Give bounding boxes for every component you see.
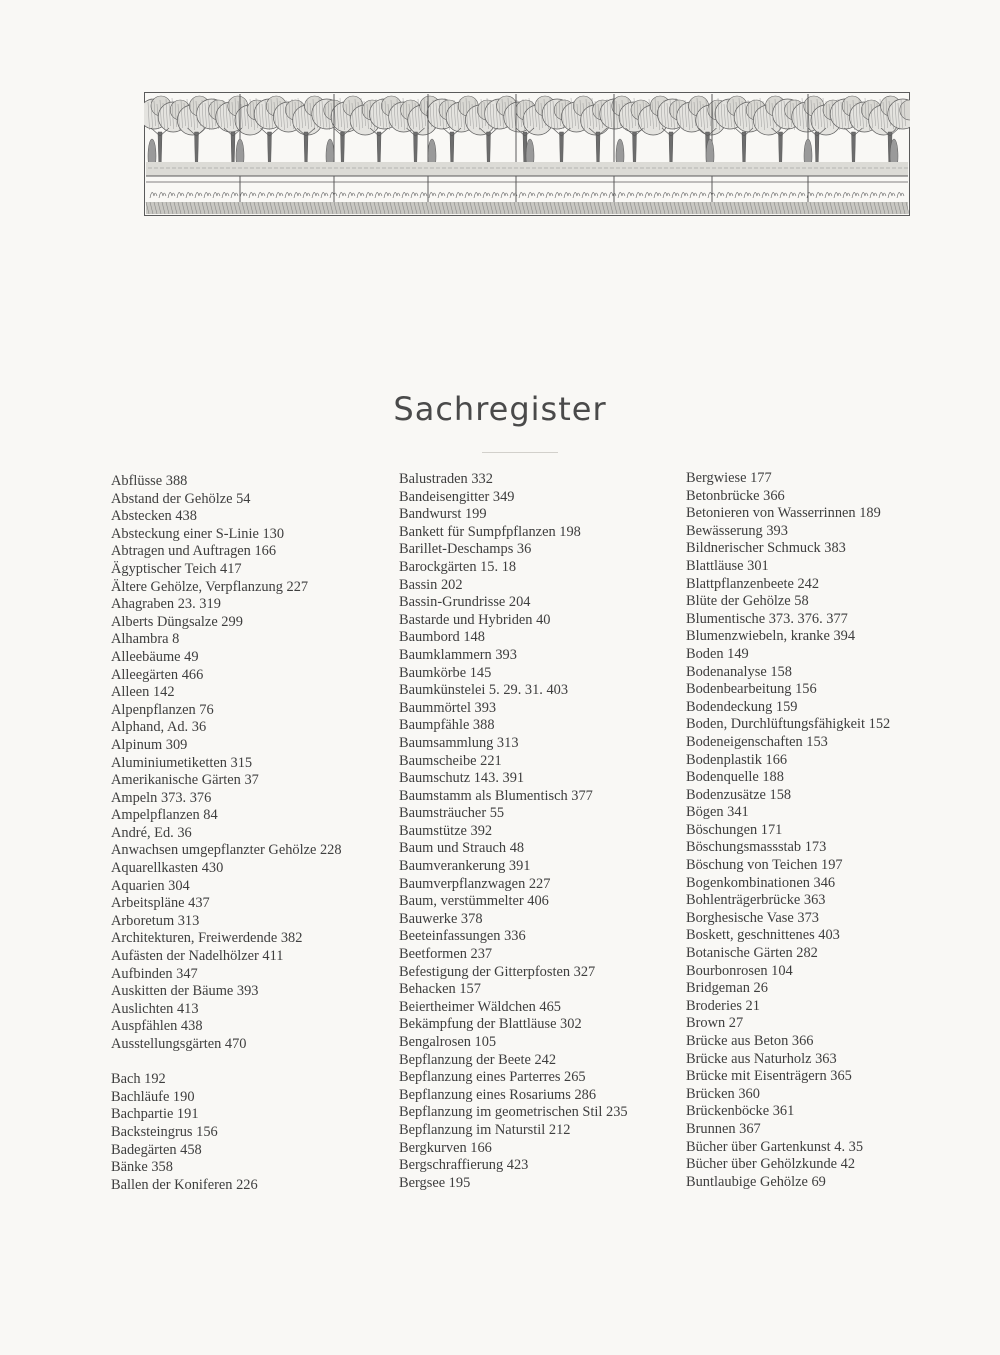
- index-entry: Aufbinden 347: [111, 965, 198, 982]
- index-entry: Bänke 358: [111, 1159, 173, 1176]
- index-entry: Alpenpflanzen 76: [111, 701, 214, 718]
- index-entry: Auslichten 413: [111, 1000, 199, 1017]
- index-entry: Betonbrücke 366: [686, 487, 785, 504]
- index-entry: Baumpfähle 388: [399, 717, 495, 734]
- index-entry: Beiertheimer Wäldchen 465: [399, 998, 561, 1015]
- index-entry: Boden, Durchlüftungsfähigkeit 152: [686, 716, 891, 733]
- index-entry: Brown 27: [686, 1015, 744, 1032]
- index-entry: Bodendeckung 159: [686, 698, 798, 715]
- index-entry: Baumsammlung 313: [399, 734, 519, 751]
- index-entry: Böschung von Teichen 197: [686, 857, 843, 874]
- index-entry: Anwachsen umgepflanzter Gehölze 228: [111, 842, 342, 859]
- index-entry: Amerikanische Gärten 37: [111, 772, 259, 789]
- index-entry: Botanische Gärten 282: [686, 945, 818, 962]
- index-entry: Bewässerung 393: [686, 522, 788, 539]
- index-entry: Abtragen und Auftragen 166: [111, 543, 277, 560]
- index-entry: Baum und Strauch 48: [399, 840, 525, 857]
- index-entry: Bandeisengitter 349: [399, 488, 515, 505]
- index-entry: Ägyptischer Teich 417: [111, 560, 242, 577]
- index-entry: Aquarien 304: [111, 877, 190, 894]
- index-entry: Brücke mit Eisenträgern 365: [686, 1068, 852, 1085]
- index-entry: Alhambra 8: [111, 631, 180, 648]
- index-entry: Blumentische 373. 376. 377: [686, 610, 848, 627]
- index-entry: Balustraden 332: [399, 471, 493, 487]
- index-entry: Bachpartie 191: [111, 1106, 199, 1123]
- index-entry: Bergkurven 166: [399, 1139, 492, 1156]
- index-entry: Bachläufe 190: [111, 1088, 195, 1105]
- index-entry: Alphand, Ad. 36: [111, 719, 207, 736]
- index-entry: Bildnerischer Schmuck 383: [686, 540, 846, 557]
- index-entry: Ältere Gehölze, Verpflanzung 227: [111, 578, 309, 595]
- index-entry: Baumverankerung 391: [399, 858, 531, 875]
- index-entry: Brücken 360: [686, 1085, 760, 1102]
- index-entry: Baumscheibe 221: [399, 752, 502, 769]
- index-entry: Bücher über Gehölzkunde 42: [686, 1156, 856, 1173]
- index-entry: André, Ed. 36: [111, 824, 192, 841]
- index-entry: Bassin 202: [399, 576, 463, 593]
- index-entry: Baumkünstelei 5. 29. 31. 403: [399, 682, 569, 699]
- index-entry: Betonieren von Wasserrinnen 189: [686, 505, 881, 522]
- index-entry: Baumbord 148: [399, 629, 485, 646]
- index-entry: Barillet-Deschamps 36: [399, 541, 532, 558]
- index-entry: Architekturen, Freiwerdende 382: [111, 930, 303, 947]
- index-entry: Aquarellkasten 430: [111, 860, 224, 877]
- index-entry: Bögen 341: [686, 804, 749, 821]
- index-entry: Bohlenträgerbrücke 363: [686, 892, 826, 909]
- index-entry: Bodenbearbeitung 156: [686, 681, 817, 698]
- index-column-3: [686, 470, 890, 1191]
- group-gap: [111, 1054, 342, 1072]
- index-entry: Auskitten der Bäume 393: [111, 983, 259, 1000]
- index-entry: Arboretum 313: [111, 912, 200, 929]
- index-entry: Bekämpfung der Blattläuse 302: [399, 1016, 582, 1033]
- index-entry: Befestigung der Gitterpfosten 327: [399, 963, 596, 980]
- index-entry: Backsteingrus 156: [111, 1123, 218, 1140]
- index-entry: Bodenquelle 188: [686, 769, 784, 786]
- index-entry: Bastarde und Hybriden 40: [399, 611, 551, 628]
- index-entry: Alleen 142: [111, 684, 175, 701]
- index-entry: Bassin-Grundrisse 204: [399, 594, 531, 611]
- index-entry: Baumverpflanzwagen 227: [399, 875, 551, 892]
- index-entry: Bepflanzung der Beete 242: [399, 1051, 557, 1068]
- index-entry: Brücke aus Beton 366: [686, 1033, 814, 1049]
- index-entry: Bandwurst 199: [399, 506, 487, 523]
- index-entry: Bengalrosen 105: [399, 1034, 497, 1050]
- index-entry: Baumschutz 143. 391: [399, 770, 525, 787]
- index-entry: Aufästen der Nadelhölzer 411: [111, 948, 284, 965]
- index-entry: Bepflanzung eines Rosariums 286: [399, 1086, 597, 1103]
- index-entry: Boden 149: [686, 645, 749, 662]
- index-entry: Buntlaubige Gehölze 69: [686, 1173, 826, 1190]
- page-title: Sachregister: [393, 390, 607, 428]
- index-entry: Böschungsmassstab 173: [686, 839, 827, 856]
- index-entry: Boskett, geschnittenes 403: [686, 927, 840, 944]
- index-entry: Bourbonrosen 104: [686, 962, 793, 979]
- index-entry: Blüte der Gehölze 58: [686, 593, 809, 610]
- index-entry: Baumstütze 392: [399, 822, 493, 839]
- index-entry: Bodenanalyse 158: [686, 663, 792, 680]
- index-entry: Borghesische Vase 373: [686, 909, 819, 926]
- index-entry: Baum, verstümmelter 406: [399, 893, 549, 910]
- index-entry: Baumstamm als Blumentisch 377: [399, 787, 593, 804]
- index-entry: Behacken 157: [399, 981, 481, 998]
- index-entry: Barockgärten 15. 18: [399, 558, 517, 575]
- index-entry: Bergwiese 177: [686, 470, 772, 486]
- index-entry: Bepflanzung im Naturstil 212: [399, 1121, 571, 1138]
- index-entry: Badegärten 458: [111, 1141, 202, 1158]
- index-entry: Broderies 21: [686, 997, 760, 1014]
- index-column-2: [399, 471, 628, 1192]
- index-entry: Alleegärten 466: [111, 666, 204, 683]
- index-entry: Baumklammern 393: [399, 646, 517, 663]
- index-entry: Beetformen 237: [399, 946, 493, 963]
- index-entry: Bauwerke 378: [399, 910, 483, 927]
- index-entry: Bach 192: [111, 1071, 166, 1088]
- index-entry: Brückenböcke 361: [686, 1103, 795, 1120]
- index-entry: Alberts Düngsalze 299: [111, 613, 243, 630]
- index-entry: Bodenplastik 166: [686, 751, 788, 768]
- index-entry: Brücke aus Naturholz 363: [686, 1050, 837, 1067]
- index-entry: Ampeln 373. 376: [111, 789, 212, 806]
- index-entry: Bodenzusätze 158: [686, 786, 792, 803]
- index-entry: Baumkörbe 145: [399, 664, 492, 681]
- index-entry: Ballen der Koniferen 226: [111, 1176, 258, 1193]
- index-entry: Abflüsse 388: [111, 473, 188, 489]
- index-entry: Bücher über Gartenkunst 4. 35: [686, 1138, 864, 1155]
- index-entry: Alpinum 309: [111, 736, 188, 753]
- index-entry: Aluminiumetiketten 315: [111, 754, 253, 771]
- index-entry: Abstand der Gehölze 54: [111, 490, 251, 507]
- index-column-1: [111, 473, 342, 1194]
- index-entry: Bankett für Sumpfpflanzen 198: [399, 523, 581, 540]
- index-entry: Absteckung einer S-Linie 130: [111, 525, 285, 542]
- index-entry: Bergsee 195: [399, 1174, 471, 1191]
- index-entry: Blattpflanzenbeete 242: [686, 575, 820, 592]
- index-entry: Bodeneigenschaften 153: [686, 733, 828, 750]
- index-entry: Baummörtel 393: [399, 699, 497, 716]
- index-entry: Alleebäume 49: [111, 648, 199, 665]
- index-entry: Ahagraben 23. 319: [111, 596, 221, 613]
- index-entry: Bridgeman 26: [686, 980, 768, 997]
- index-entry: Baumsträucher 55: [399, 805, 505, 822]
- index-entry: Böschungen 171: [686, 821, 783, 838]
- index-entry: Auspfählen 438: [111, 1018, 203, 1035]
- index-entry: Bogenkombinationen 346: [686, 874, 836, 891]
- index-entry: Brunnen 367: [686, 1120, 761, 1137]
- index-entry: Blumenzwiebeln, kranke 394: [686, 628, 856, 645]
- decorative-tree-frieze: [144, 92, 910, 216]
- index-entry: Bepflanzung im geometrischen Stil 235: [399, 1104, 628, 1121]
- index-entry: Bepflanzung eines Parterres 265: [399, 1069, 586, 1086]
- index-entry: Beeteinfassungen 336: [399, 928, 526, 945]
- index-entry: Bergschraffierung 423: [399, 1157, 529, 1174]
- index-entry: Arbeitspläne 437: [111, 895, 210, 912]
- index-entry: Ausstellungsgärten 470: [111, 1036, 247, 1052]
- title-divider: [482, 452, 558, 453]
- index-entry: Abstecken 438: [111, 508, 197, 525]
- index-entry: Blattläuse 301: [686, 557, 769, 574]
- index-entry: Ampelpflanzen 84: [111, 807, 218, 824]
